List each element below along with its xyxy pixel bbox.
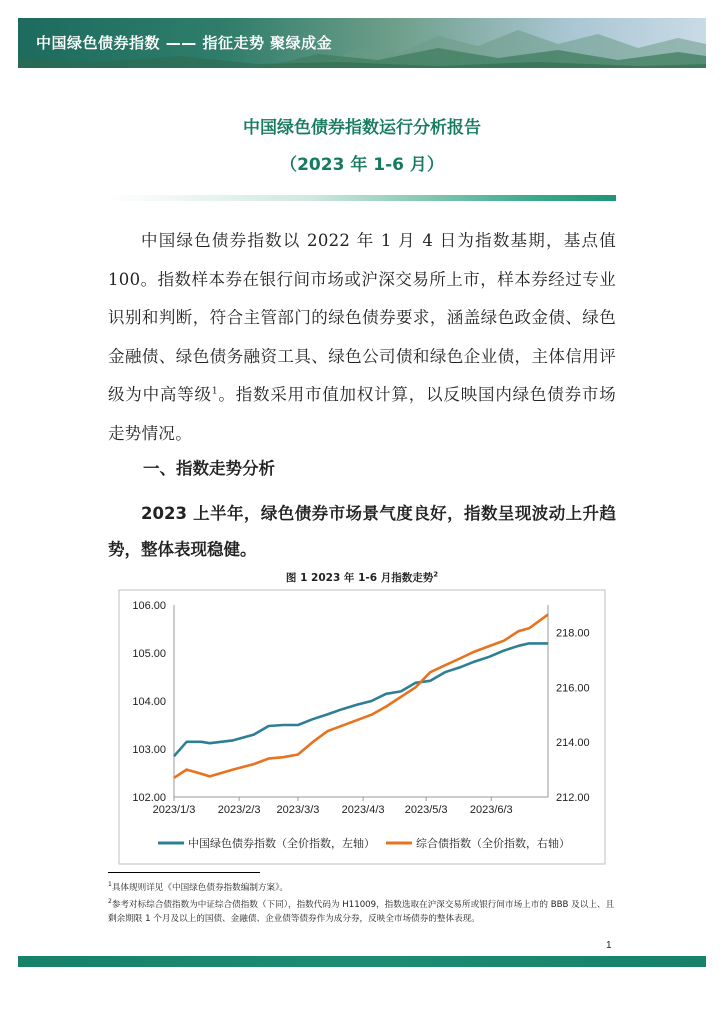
footnote-1-mark: 1 <box>108 881 112 888</box>
lead-paragraph: 2023 上半年，绿色债券市场景气度良好，指数呈现波动上升趋势，整体表现稳健。 <box>108 504 616 559</box>
y-right-tick-label: 212.00 <box>556 792 590 804</box>
report-title: 中国绿色债券指数运行分析报告 <box>243 118 481 138</box>
page-number: 1 <box>606 940 612 951</box>
x-tick-label: 2023/2/3 <box>217 804 261 816</box>
y-left-tick-label: 105.00 <box>132 648 166 660</box>
report-period: （2023 年 1-6 月） <box>280 155 444 175</box>
footnote-1-text: 具体规则详见《中国绿色债券指数编制方案》。 <box>111 882 288 893</box>
index-trend-chart <box>118 588 608 866</box>
legend-label-1: 中国绿色债券指数（全价指数，左轴） <box>188 838 375 850</box>
footnotes <box>108 878 616 926</box>
footnote-ref-1: 1 <box>211 386 218 397</box>
x-tick-label: 2023/4/3 <box>341 804 385 816</box>
y-right-tick-label: 218.00 <box>556 627 590 640</box>
y-left-tick-label: 102.00 <box>132 792 166 804</box>
x-tick-label: 2023/1/3 <box>152 804 196 816</box>
header-banner <box>18 18 706 68</box>
x-tick-label: 2023/3/3 <box>276 804 320 816</box>
figure-caption-text: 图 1 2023 年 1-6 月指数走势 <box>285 572 434 584</box>
title-divider <box>108 195 616 201</box>
footnote-2-text: 参考对标综合债指数为中证综合债指数（下同），指数代码为 H11009，指数选取在沪深交易所或银行间市场上市的 BBB 及以上、且剩余期限 1 个月及以上的国债、金融债、企业债等债券作为成分券，反映全市场债券的整体表现。 <box>108 900 615 924</box>
series-line-2 <box>174 615 548 778</box>
legend-label-2: 综合债指数（全价指数，右轴） <box>416 838 570 850</box>
y-left-tick-label: 103.00 <box>132 744 166 756</box>
y-right-tick-label: 214.00 <box>556 737 590 750</box>
footnote-divider <box>108 872 260 873</box>
figure-caption <box>0 570 724 585</box>
y-right-tick-label: 216.00 <box>556 682 590 695</box>
banner-title: 中国绿色债券指数 —— 指征走势 聚绿成金 <box>36 34 333 52</box>
footnote-2 <box>108 895 616 926</box>
footnote-ref-2: 2 <box>433 570 439 579</box>
footnote-1 <box>108 878 616 895</box>
x-tick-label: 2023/5/3 <box>404 804 448 816</box>
footnote-2-mark: 2 <box>108 898 112 906</box>
intro-text: 中国绿色债券指数以 2022 年 1 月 4 日为指数基期，基点值 100。指数样本券在银行间市场或沪深交易所上市，样本券经过专业识别和判断，符合主管部门的绿色债券要求，涵盖绿色政金债、绿色金融债、绿色债务融资工具、绿色公司债和绿色企业债，主体信用评级为中高等级 <box>108 231 616 404</box>
section-heading: 一、指数走势分析 <box>143 459 275 478</box>
y-left-tick-label: 104.00 <box>132 696 166 708</box>
intro-paragraph <box>108 222 616 453</box>
y-left-tick-label: 106.00 <box>132 600 166 612</box>
series-line-1 <box>174 643 548 756</box>
x-tick-label: 2023/6/3 <box>469 804 513 816</box>
chart-border <box>119 590 605 864</box>
footer-bar <box>18 956 706 967</box>
intro-text-end: 。指数采用市值加权计算，以反映国内绿色债券市场走势情况。 <box>108 385 616 443</box>
